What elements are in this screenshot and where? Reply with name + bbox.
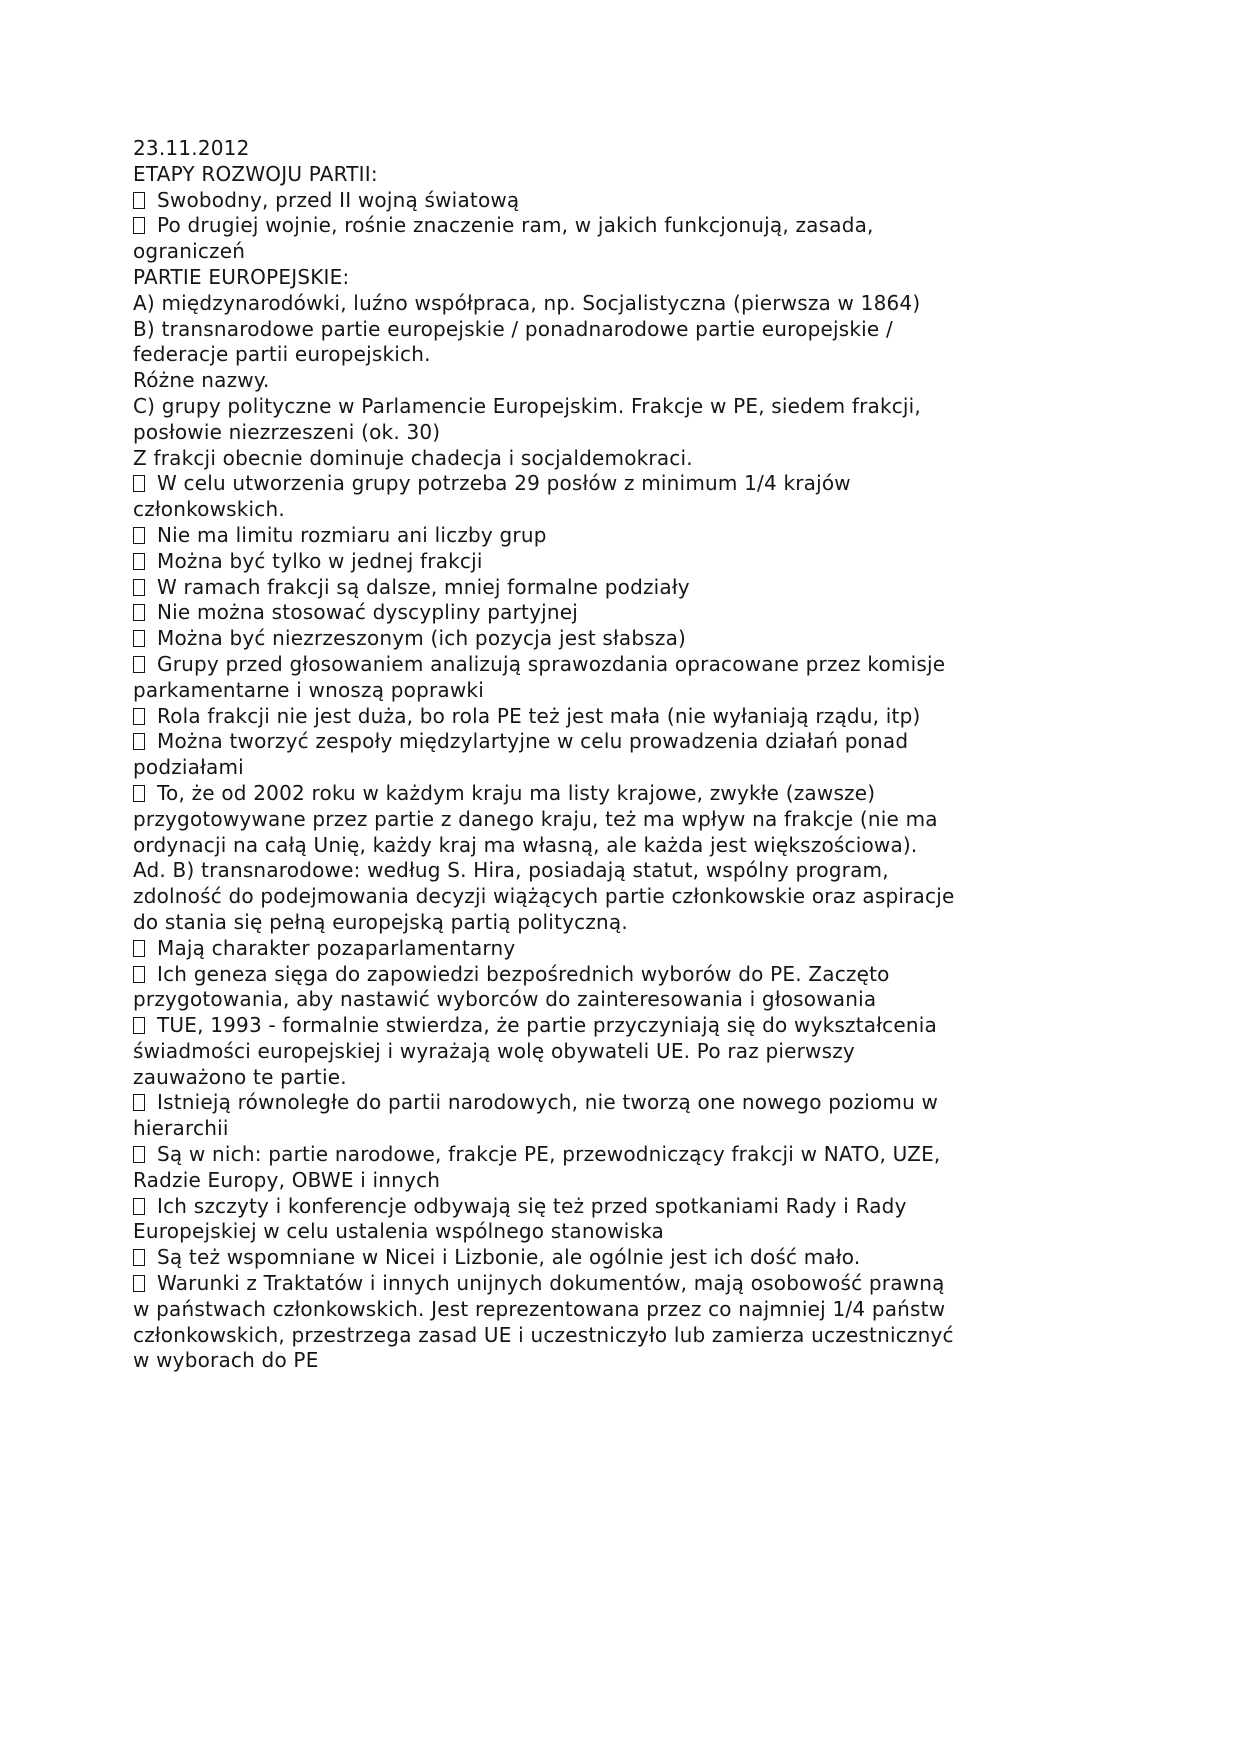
text-line — [133, 807, 1133, 833]
line-text: ograniczeń — [133, 239, 246, 264]
text-line — [133, 1219, 1133, 1245]
line-text: członkowskich, przestrzega zasad UE i uczestniczyło lub zamierza uczestnicznyć — [133, 1322, 954, 1347]
text-line — [133, 549, 1133, 575]
line-text: Nie ma limitu rozmiaru ani liczby grup — [157, 522, 547, 547]
text-line — [133, 1245, 1133, 1271]
text-line — [133, 1271, 1133, 1297]
text-line — [133, 342, 1133, 368]
text-line — [133, 884, 1133, 910]
line-text: hierarchii — [133, 1116, 229, 1141]
text-line — [133, 239, 1133, 265]
text-line — [133, 1090, 1133, 1116]
missing-glyph-bullet-icon — [133, 733, 145, 750]
line-text: Po drugiej wojnie, rośnie znaczenie ram, w jakich funkcjonują, zasada, — [157, 213, 874, 238]
text-line — [133, 213, 1133, 239]
text-line — [133, 962, 1133, 988]
text-line — [133, 781, 1133, 807]
line-text: W celu utworzenia grupy potrzeba 29 posłów z minimum 1/4 krajów — [157, 471, 851, 496]
missing-glyph-bullet-icon — [133, 217, 145, 234]
missing-glyph-bullet-icon — [133, 1017, 145, 1034]
text-line — [133, 1142, 1133, 1168]
line-text: Są w nich: partie narodowe, frakcje PE, przewodniczący frakcji w NATO, UZE, — [157, 1142, 941, 1167]
text-line — [133, 1013, 1133, 1039]
text-line — [133, 1297, 1133, 1323]
line-text: Są też wspomniane w Nicei i Lizbonie, ale ogólnie jest ich dość mało. — [157, 1245, 861, 1270]
line-text: przygotowywane przez partie z danego kraju, też ma wpływ na frakcje (nie ma — [133, 806, 938, 831]
line-text: Różne nazwy. — [133, 368, 270, 393]
missing-glyph-bullet-icon — [133, 1249, 145, 1266]
text-line — [133, 1065, 1133, 1091]
text-line — [133, 446, 1133, 472]
line-text: Ad. B) transnarodowe: według S. Hira, posiadają statut, wspólny program, — [133, 858, 889, 883]
document-body — [133, 136, 1133, 1374]
text-line — [133, 1194, 1133, 1220]
line-text: Można być niezrzeszonym (ich pozycja jest słabsza) — [157, 626, 687, 651]
line-text: Można być tylko w jednej frakcji — [157, 548, 483, 573]
text-line — [133, 188, 1133, 214]
line-text: W ramach frakcji są dalsze, mniej formalne podziały — [157, 574, 690, 599]
missing-glyph-bullet-icon — [133, 1094, 145, 1111]
text-line — [133, 936, 1133, 962]
missing-glyph-bullet-icon — [133, 785, 145, 802]
line-text: Rola frakcji nie jest duża, bo rola PE też jest mała (nie wyłaniają rządu, itp) — [157, 703, 921, 728]
missing-glyph-bullet-icon — [133, 656, 145, 673]
text-line — [133, 1168, 1133, 1194]
line-text: Można tworzyć zespoły międzylartyjne w celu prowadzenia działań ponad — [157, 729, 909, 754]
line-text: członkowskich. — [133, 497, 285, 522]
line-text: TUE, 1993 - formalnie stwierdza, że partie przyczyniają się do wykształcenia — [157, 1013, 937, 1038]
text-line — [133, 394, 1133, 420]
text-line — [133, 987, 1133, 1013]
text-line — [133, 523, 1133, 549]
text-line — [133, 162, 1133, 188]
text-line — [133, 678, 1133, 704]
text-line — [133, 1039, 1133, 1065]
text-line — [133, 1348, 1133, 1374]
line-text: parkamentarne i wnoszą poprawki — [133, 677, 484, 702]
line-text: ETAPY ROZWOJU PARTII: — [133, 161, 378, 186]
line-text: Radzie Europy, OBWE i innych — [133, 1167, 441, 1192]
missing-glyph-bullet-icon — [133, 1275, 145, 1292]
text-line — [133, 1323, 1133, 1349]
text-line — [133, 471, 1133, 497]
line-text: B) transnarodowe partie europejskie / ponadnarodowe partie europejskie / — [133, 316, 893, 341]
line-text: C) grupy polityczne w Parlamencie Europejskim. Frakcje w PE, siedem frakcji, — [133, 393, 921, 418]
line-text: przygotowania, aby nastawić wyborców do zainteresowania i głosowania — [133, 987, 877, 1012]
line-text: w państwach członkowskich. Jest reprezentowana przez co najmniej 1/4 państw — [133, 1296, 946, 1321]
missing-glyph-bullet-icon — [133, 940, 145, 957]
line-text: ordynacji na całą Unię, każdy kraj ma własną, ale każda jest większościowa). — [133, 832, 918, 857]
text-line — [133, 575, 1133, 601]
line-text: świadmości europejskiej i wyrażają wolę obywateli UE. Po raz pierwszy — [133, 1038, 855, 1063]
text-line — [133, 317, 1133, 343]
missing-glyph-bullet-icon — [133, 192, 145, 209]
text-line — [133, 600, 1133, 626]
text-line — [133, 755, 1133, 781]
text-line — [133, 420, 1133, 446]
line-text: w wyborach do PE — [133, 1348, 319, 1373]
text-line — [133, 368, 1133, 394]
line-text: zauważono te partie. — [133, 1064, 347, 1089]
missing-glyph-bullet-icon — [133, 604, 145, 621]
line-text: Z frakcji obecnie dominuje chadecja i socjaldemokraci. — [133, 445, 693, 470]
missing-glyph-bullet-icon — [133, 708, 145, 725]
line-text: podziałami — [133, 755, 244, 780]
text-line — [133, 910, 1133, 936]
line-text: Europejskiej w celu ustalenia wspólnego stanowiska — [133, 1219, 664, 1244]
text-line — [133, 291, 1133, 317]
line-text: Istnieją równoległe do partii narodowych, nie tworzą one nowego poziomu w — [157, 1090, 939, 1115]
line-text: do stania się pełną europejską partią polityczną. — [133, 909, 628, 934]
missing-glyph-bullet-icon — [133, 475, 145, 492]
text-line — [133, 497, 1133, 523]
line-text: Warunki z Traktatów i innych unijnych dokumentów, mają osobowość prawną — [157, 1271, 945, 1296]
line-text: A) międzynarodówki, luźno współpraca, np. Socjalistyczna (pierwsza w 1864) — [133, 290, 921, 315]
missing-glyph-bullet-icon — [133, 1198, 145, 1215]
line-text: posłowie niezrzeszeni (ok. 30) — [133, 419, 441, 444]
line-text: zdolność do podejmowania decyzji wiążących partie członkowskie oraz aspiracje — [133, 884, 955, 909]
line-text: Ich szczyty i konferencje odbywają się też przed spotkaniami Rady i Rady — [157, 1193, 907, 1218]
text-line — [133, 704, 1133, 730]
text-line — [133, 833, 1133, 859]
text-line — [133, 652, 1133, 678]
text-line — [133, 729, 1133, 755]
line-text: Nie można stosować dyscypliny partyjnej — [157, 600, 579, 625]
line-text: federacje partii europejskich. — [133, 342, 431, 367]
line-text: To, że od 2002 roku w każdym kraju ma listy krajowe, zwykłe (zawsze) — [157, 780, 876, 805]
missing-glyph-bullet-icon — [133, 579, 145, 596]
text-line — [133, 858, 1133, 884]
missing-glyph-bullet-icon — [133, 1146, 145, 1163]
line-text: Grupy przed głosowaniem analizują sprawozdania opracowane przez komisje — [157, 651, 946, 676]
missing-glyph-bullet-icon — [133, 553, 145, 570]
line-text: 23.11.2012 — [133, 136, 250, 160]
line-text: Swobodny, przed II wojną światową — [157, 187, 520, 212]
text-line — [133, 1116, 1133, 1142]
line-text: Mają charakter pozaparlamentarny — [157, 935, 516, 960]
missing-glyph-bullet-icon — [133, 966, 145, 983]
text-line — [133, 626, 1133, 652]
missing-glyph-bullet-icon — [133, 630, 145, 647]
text-line — [133, 136, 1133, 162]
text-line — [133, 265, 1133, 291]
missing-glyph-bullet-icon — [133, 527, 145, 544]
line-text: Ich geneza sięga do zapowiedzi bezpośrednich wyborów do PE. Zaczęto — [157, 961, 890, 986]
line-text: PARTIE EUROPEJSKIE: — [133, 264, 350, 289]
